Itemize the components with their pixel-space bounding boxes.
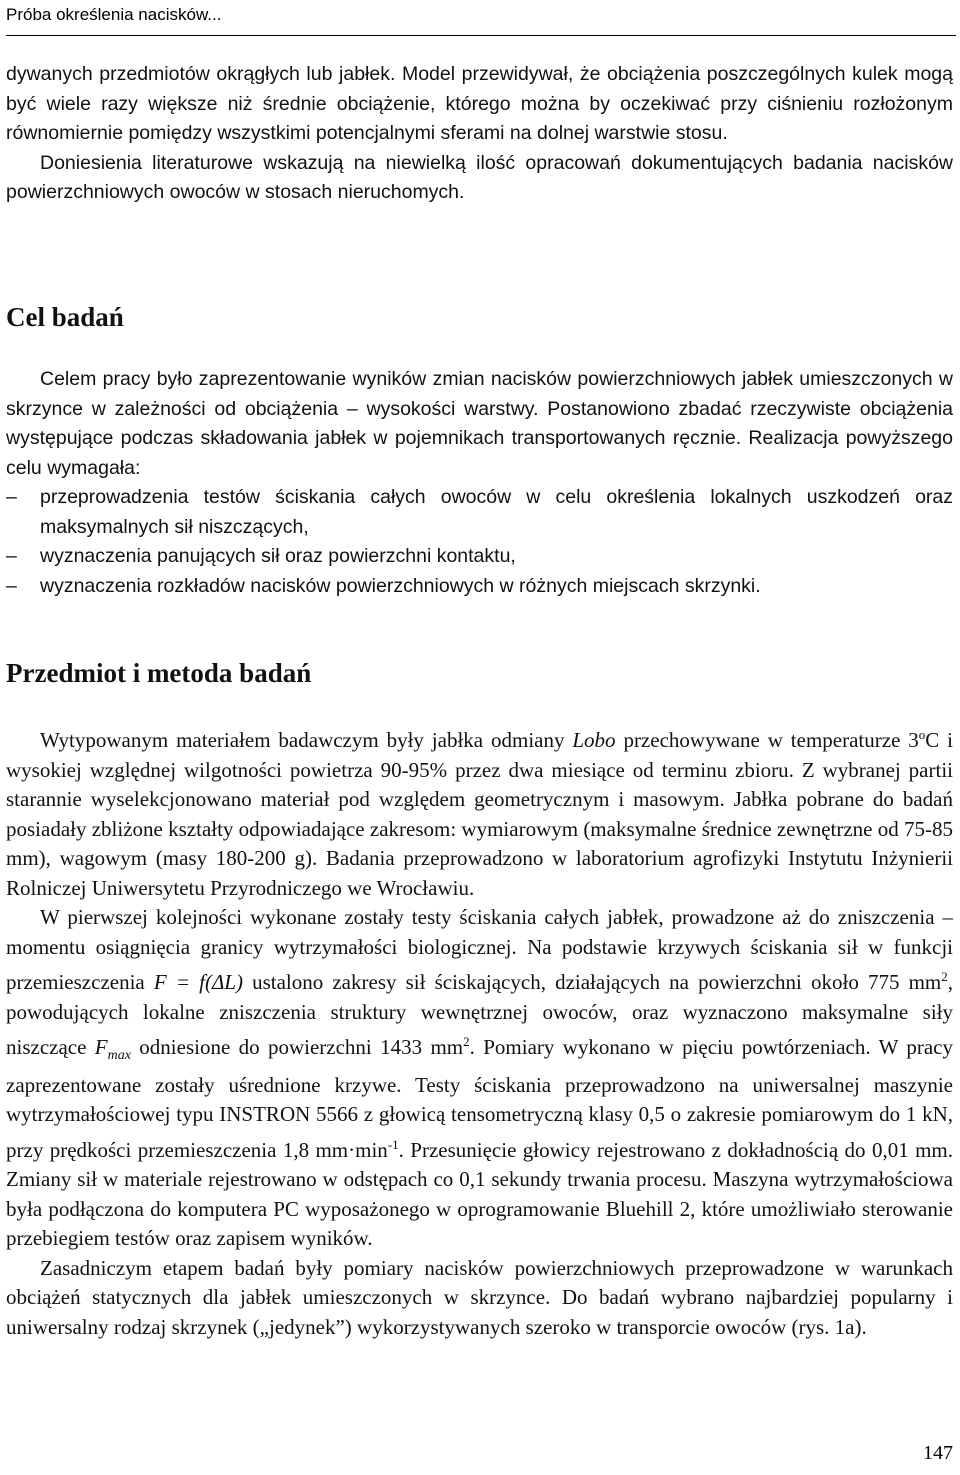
list-item: – wyznaczenia rozkładów nacisków powierzchniowych w różnych miejscach skrzynki. [6, 572, 953, 602]
intro-paragraph-1: dywanych przedmiotów okrągłych lub jabłek. Model przewidywał, że obciążenia poszczególnych kulek mogą być wiele razy większe niż średnie obciążenie, którego można by oczekiwać przy ciśnieniu rozłożonym równomiernie pomiędzy wszystkimi potencjalnymi sferami na dolnej warstwie stosu. [6, 63, 953, 144]
aim-list [6, 483, 953, 601]
dash-bullet: – [6, 545, 17, 567]
dash-bullet: – [6, 574, 17, 597]
formula: F = f(ΔL) [153, 970, 243, 994]
dash-bullet: – [6, 486, 17, 508]
section-heading-aim: Cel badań [6, 302, 124, 332]
apple-variety: Lobo [572, 728, 616, 752]
method-paragraph-3: Zasadniczym etapem badań były pomiary nacisków powierzchniowych przeprowadzone w warunkach obciążeń statycznych dla jabłek umieszczonych w skrzynce. Do badań wybrano najbardziej popularny i uniwersalny rodzaj skrzynek („jedynek”) wykorzystywanych szeroko w transporcie owoców (rys. 1a). [6, 1255, 953, 1339]
section-method [6, 656, 953, 690]
method-body [6, 720, 953, 1342]
method-paragraph-1: Wytypowanym materiałem badawczym były jabłka odmiany Lobo przechowywane w temperaturze 3$^o$C i wysokiej względnej wilgotności powietrza 90-95% przez dwa miesiące od terminu zbioru. Z wybranej partii starannie wyselekcjonowano materiał pod względem geometrycznym i masowym. Jabłka pobrane do badań posiadały zbliżone kształty odpowiadające zakresom: wymiarowym (maksymalne średnice zewnętrzne od 75-85 mm), wagowym (masy 180-200 g). Badania przeprowadzono w laboratorium agrofizyki Instytutu Inżynierii Rolniczej Uniwersytetu Przyrodniczego we Wrocławiu. [6, 727, 954, 900]
list-item: – przeprowadzenia testów ściskania całych owoców w celu określenia lokalnych uszkodzeń oraz maksymalnych sił niszczących, [6, 483, 953, 542]
page-number: 147 [923, 1442, 953, 1464]
intro-text [6, 60, 953, 208]
section-aim [6, 300, 953, 334]
running-header [6, 2, 956, 36]
intro-paragraph-2: Doniesienia literaturowe wskazują na niewielką ilość opracowań dokumentujących badania nacisków powierzchniowych owoców w stosach nieruchomych. [6, 151, 953, 203]
aim-body [6, 365, 953, 601]
section-heading-method: Przedmiot i metoda badań [6, 658, 312, 688]
aim-paragraph: Celem pracy było zaprezentowanie wyników zmian nacisków powierzchniowych jabłek umieszczonych w skrzynce w zależności od obciążenia – wysokości warstwy. Postanowiono zbadać rzeczywiste obciążenia występujące podczas składowania jabłek w pojemnikach transportowanych ręcznie. Realizacja powyższego celu wymagała: [6, 368, 953, 479]
running-title: Próba określenia nacisków... [6, 5, 222, 24]
method-paragraph-2: W pierwszej kolejności wykonane zostały testy ściskania całych jabłek, prowadzone aż do zniszczenia – momentu osiągnięcia granicy wytrzymałości biologicznej. Na podstawie krzywych ściskania sił w funkcji przemieszczenia F = f(ΔL) ustalono zakresy sił ściskających, działających na powierzchni około 775 $mm^2$, powodujących lokalne zniszczenia struktury wewnętrznej owoców, oraz wyznaczono maksymalne siły niszczące $F_{max}$ odniesione do powierzchni 1433 $mm^2$. Pomiary wykonano w pięciu powtórzeniach. W pracy zaprezentowane zostały uśrednione krzywe. Testy ściskania przeprowadzono na uniwersalnej maszynie wytrzymałościowej typu INSTRON 5566 z głowicą tensometryczną klasy 0,5 o zakresie pomiarowym do 1 kN, przy prędkości przemieszczenia 1,8 $mm\cdot\min^{-1}$. Przesunięcie głowicy rejestrowano z dokładnością do 0,01 mm. Zmiany sił w materiale rejestrowano w odstępach co 0,1 sekundy trwania procesu. Maszyna wytrzymałościowa była podłączona do komputera PC wyposażonego w oprogramowanie Bluehill 2, które umożliwiało sterowanie przebiegiem testów oraz zapisem wyników. [6, 905, 953, 1251]
list-item: – wyznaczenia panujących sił oraz powierzchni kontaktu, [6, 542, 953, 572]
